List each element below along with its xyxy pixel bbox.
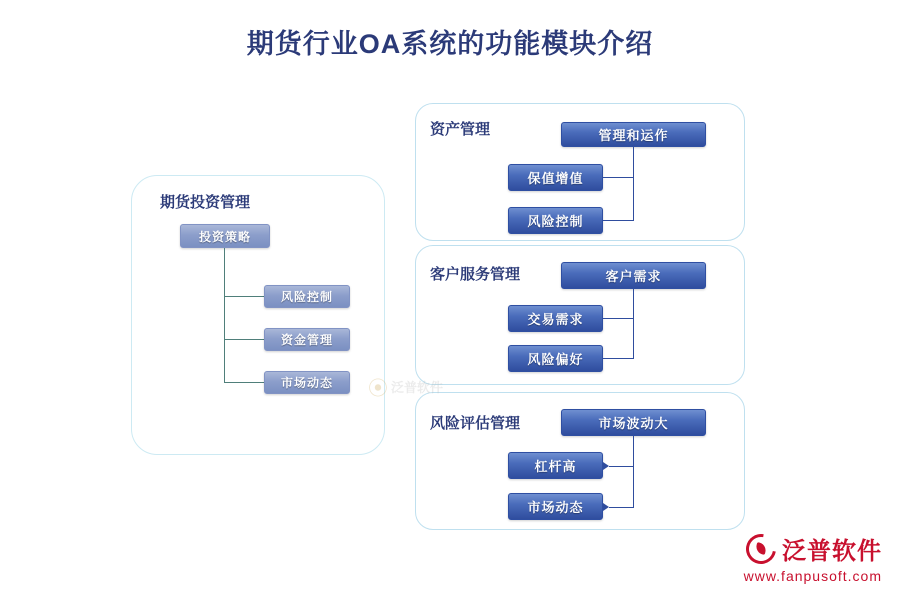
- connector-left-branch-3: [224, 382, 264, 383]
- watermark-text: 泛普软件: [391, 380, 444, 395]
- brand-name: 泛普软件: [782, 538, 882, 565]
- panel-title-risk-assessment: 风险评估管理: [430, 415, 521, 432]
- page-title: 期货行业OA系统的功能模块介绍: [246, 29, 654, 59]
- brand-logo: [744, 531, 882, 584]
- connector-risk-branch-1: [609, 466, 634, 467]
- connector-asset-vertical: [633, 147, 634, 221]
- watermark-logo-icon: ⦿: [368, 378, 388, 400]
- node-investment-strategy[interactable]: 投资策略: [180, 224, 270, 248]
- node-risk-high-leverage[interactable]: 杠杆高: [508, 452, 603, 479]
- brand-url: www.fanpusoft.com: [743, 568, 882, 584]
- node-asset-value-preservation[interactable]: 保值增值: [508, 164, 603, 191]
- node-asset-operation[interactable]: 管理和运作: [561, 122, 706, 147]
- connector-risk-arrow-1: [603, 462, 609, 470]
- node-left-fund-management[interactable]: 资金管理: [264, 328, 350, 351]
- connector-risk-vertical: [633, 436, 634, 507]
- node-left-risk-control[interactable]: 风险控制: [264, 285, 350, 308]
- node-risk-market-trends[interactable]: 市场动态: [508, 493, 603, 520]
- brand-logo-row: [744, 531, 882, 566]
- panel-title-customer-service: 客户服务管理: [430, 266, 521, 283]
- connector-risk-arrow-2: [603, 503, 609, 511]
- connector-left-branch-2: [224, 339, 264, 340]
- connector-customer-branch-2: [603, 358, 634, 359]
- panel-title-futures-investment: 期货投资管理: [160, 194, 251, 211]
- connector-risk-branch-2: [609, 507, 634, 508]
- node-customer-risk-preference[interactable]: 风险偏好: [508, 345, 603, 372]
- connector-customer-branch-1: [603, 318, 634, 319]
- connector-customer-vertical: [633, 289, 634, 359]
- node-customer-demand[interactable]: 客户需求: [561, 262, 706, 289]
- connector-asset-branch-1: [603, 177, 634, 178]
- panel-title-asset-management: 资产管理: [430, 121, 491, 138]
- connector-left-branch-1: [224, 296, 264, 297]
- node-left-market-trends[interactable]: 市场动态: [264, 371, 350, 394]
- fanpu-logo-icon: [746, 534, 776, 564]
- node-risk-market-volatility[interactable]: 市场波动大: [561, 409, 706, 436]
- connector-asset-branch-2: [603, 220, 634, 221]
- panel-futures-investment: [131, 175, 385, 455]
- watermark: [368, 372, 443, 401]
- connector-left-vertical: [224, 248, 225, 383]
- node-customer-trade-demand[interactable]: 交易需求: [508, 305, 603, 332]
- node-asset-risk-control[interactable]: 风险控制: [508, 207, 603, 234]
